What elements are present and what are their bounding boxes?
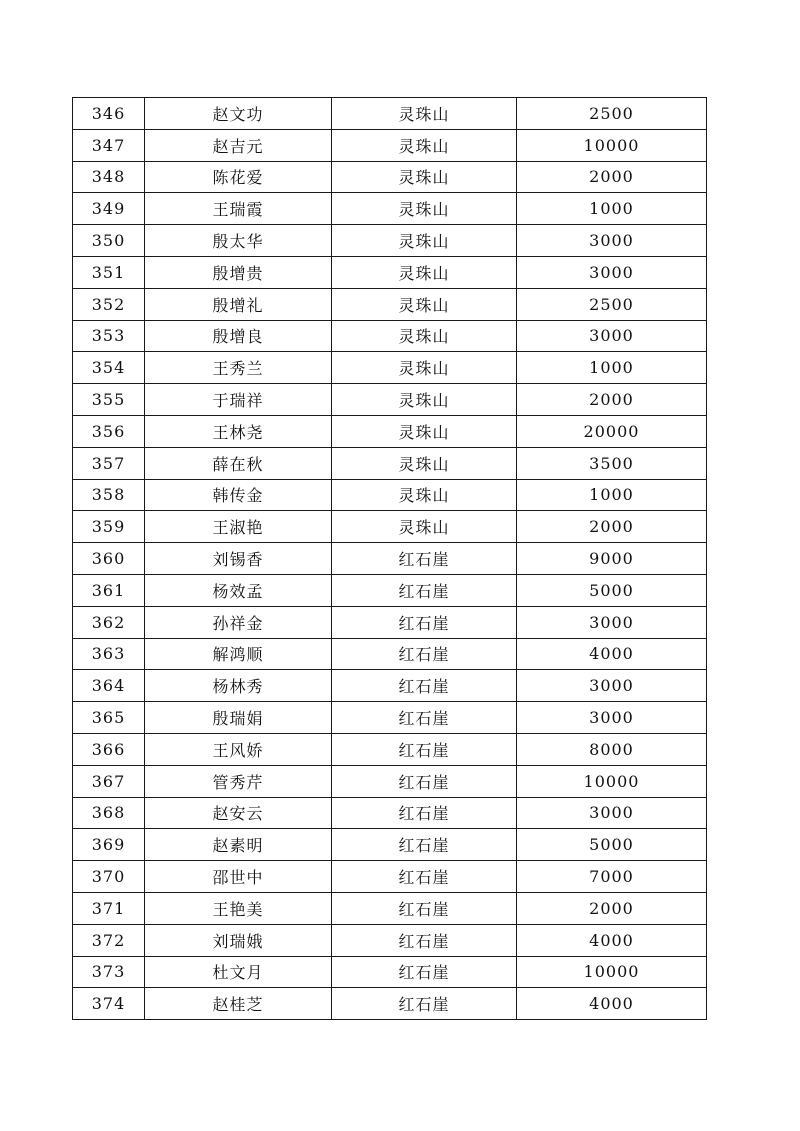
roster-table-body <box>73 98 707 1020</box>
row-number-cell: 357 <box>73 447 145 479</box>
amount-cell: 10000 <box>517 129 707 161</box>
row-number-cell: 372 <box>73 924 145 956</box>
location-cell: 红石崖 <box>332 829 517 861</box>
person-name-cell: 殷增良 <box>145 320 332 352</box>
amount-cell: 9000 <box>517 543 707 575</box>
person-name-cell: 赵素明 <box>145 829 332 861</box>
table-row <box>73 320 707 352</box>
person-name-cell: 王淑艳 <box>145 511 332 543</box>
amount-cell: 10000 <box>517 765 707 797</box>
table-row <box>73 161 707 193</box>
person-name-cell: 赵安云 <box>145 797 332 829</box>
row-number-cell: 370 <box>73 861 145 893</box>
location-cell: 红石崖 <box>332 988 517 1020</box>
row-number-cell: 349 <box>73 193 145 225</box>
table-row <box>73 765 707 797</box>
row-number-cell: 346 <box>73 98 145 130</box>
table-row <box>73 415 707 447</box>
amount-cell: 5000 <box>517 574 707 606</box>
row-number-cell: 364 <box>73 670 145 702</box>
location-cell: 灵珠山 <box>332 511 517 543</box>
amount-cell: 1000 <box>517 479 707 511</box>
table-row <box>73 797 707 829</box>
row-number-cell: 368 <box>73 797 145 829</box>
table-row <box>73 384 707 416</box>
location-cell: 灵珠山 <box>332 479 517 511</box>
person-name-cell: 王风娇 <box>145 733 332 765</box>
amount-cell: 5000 <box>517 829 707 861</box>
location-cell: 红石崖 <box>332 606 517 638</box>
person-name-cell: 陈花爱 <box>145 161 332 193</box>
table-row <box>73 574 707 606</box>
row-number-cell: 366 <box>73 733 145 765</box>
location-cell: 灵珠山 <box>332 256 517 288</box>
person-name-cell: 邵世中 <box>145 861 332 893</box>
person-name-cell: 王艳美 <box>145 892 332 924</box>
amount-cell: 4000 <box>517 924 707 956</box>
location-cell: 红石崖 <box>332 956 517 988</box>
amount-cell: 2500 <box>517 98 707 130</box>
table-row <box>73 98 707 130</box>
location-cell: 灵珠山 <box>332 415 517 447</box>
location-cell: 红石崖 <box>332 924 517 956</box>
amount-cell: 2500 <box>517 288 707 320</box>
table-row <box>73 702 707 734</box>
amount-cell: 1000 <box>517 352 707 384</box>
table-row <box>73 479 707 511</box>
table-row <box>73 956 707 988</box>
amount-cell: 4000 <box>517 638 707 670</box>
table-row <box>73 288 707 320</box>
row-number-cell: 359 <box>73 511 145 543</box>
person-name-cell: 杨效孟 <box>145 574 332 606</box>
location-cell: 灵珠山 <box>332 352 517 384</box>
amount-cell: 2000 <box>517 892 707 924</box>
row-number-cell: 363 <box>73 638 145 670</box>
table-row <box>73 193 707 225</box>
location-cell: 灵珠山 <box>332 288 517 320</box>
person-name-cell: 解鸿顺 <box>145 638 332 670</box>
table-row <box>73 924 707 956</box>
table-row <box>73 988 707 1020</box>
person-name-cell: 赵桂芝 <box>145 988 332 1020</box>
row-number-cell: 365 <box>73 702 145 734</box>
row-number-cell: 347 <box>73 129 145 161</box>
table-row <box>73 447 707 479</box>
person-name-cell: 王瑞霞 <box>145 193 332 225</box>
amount-cell: 20000 <box>517 415 707 447</box>
location-cell: 红石崖 <box>332 574 517 606</box>
location-cell: 红石崖 <box>332 797 517 829</box>
location-cell: 红石崖 <box>332 861 517 893</box>
person-name-cell: 孙祥金 <box>145 606 332 638</box>
row-number-cell: 354 <box>73 352 145 384</box>
person-name-cell: 薛在秋 <box>145 447 332 479</box>
location-cell: 红石崖 <box>332 638 517 670</box>
table-row <box>73 892 707 924</box>
location-cell: 红石崖 <box>332 543 517 575</box>
person-name-cell: 刘瑞娥 <box>145 924 332 956</box>
person-name-cell: 王秀兰 <box>145 352 332 384</box>
location-cell: 红石崖 <box>332 892 517 924</box>
person-name-cell: 杨林秀 <box>145 670 332 702</box>
table-row <box>73 733 707 765</box>
row-number-cell: 374 <box>73 988 145 1020</box>
row-number-cell: 350 <box>73 225 145 257</box>
person-name-cell: 殷瑞娟 <box>145 702 332 734</box>
row-number-cell: 355 <box>73 384 145 416</box>
table-row <box>73 511 707 543</box>
row-number-cell: 367 <box>73 765 145 797</box>
row-number-cell: 362 <box>73 606 145 638</box>
amount-cell: 3000 <box>517 797 707 829</box>
location-cell: 灵珠山 <box>332 320 517 352</box>
row-number-cell: 353 <box>73 320 145 352</box>
amount-cell: 3000 <box>517 702 707 734</box>
row-number-cell: 360 <box>73 543 145 575</box>
person-name-cell: 赵文功 <box>145 98 332 130</box>
table-row <box>73 543 707 575</box>
row-number-cell: 352 <box>73 288 145 320</box>
location-cell: 灵珠山 <box>332 129 517 161</box>
table-row <box>73 225 707 257</box>
person-name-cell: 殷增贵 <box>145 256 332 288</box>
location-cell: 灵珠山 <box>332 447 517 479</box>
row-number-cell: 348 <box>73 161 145 193</box>
amount-cell: 7000 <box>517 861 707 893</box>
location-cell: 灵珠山 <box>332 384 517 416</box>
table-row <box>73 606 707 638</box>
roster-table <box>72 97 707 1020</box>
amount-cell: 2000 <box>517 511 707 543</box>
location-cell: 灵珠山 <box>332 193 517 225</box>
table-row <box>73 670 707 702</box>
amount-cell: 3000 <box>517 670 707 702</box>
amount-cell: 3000 <box>517 606 707 638</box>
person-name-cell: 于瑞祥 <box>145 384 332 416</box>
person-name-cell: 殷太华 <box>145 225 332 257</box>
person-name-cell: 赵吉元 <box>145 129 332 161</box>
table-row <box>73 352 707 384</box>
amount-cell: 2000 <box>517 161 707 193</box>
row-number-cell: 358 <box>73 479 145 511</box>
row-number-cell: 371 <box>73 892 145 924</box>
person-name-cell: 杜文月 <box>145 956 332 988</box>
person-name-cell: 管秀芹 <box>145 765 332 797</box>
row-number-cell: 356 <box>73 415 145 447</box>
person-name-cell: 韩传金 <box>145 479 332 511</box>
amount-cell: 8000 <box>517 733 707 765</box>
row-number-cell: 373 <box>73 956 145 988</box>
person-name-cell: 王林尧 <box>145 415 332 447</box>
amount-cell: 3000 <box>517 320 707 352</box>
table-row <box>73 861 707 893</box>
amount-cell: 1000 <box>517 193 707 225</box>
location-cell: 灵珠山 <box>332 161 517 193</box>
table-row <box>73 129 707 161</box>
location-cell: 灵珠山 <box>332 98 517 130</box>
person-name-cell: 刘锡香 <box>145 543 332 575</box>
location-cell: 红石崖 <box>332 702 517 734</box>
amount-cell: 4000 <box>517 988 707 1020</box>
amount-cell: 3000 <box>517 256 707 288</box>
table-row <box>73 829 707 861</box>
table-row <box>73 638 707 670</box>
amount-cell: 3000 <box>517 225 707 257</box>
row-number-cell: 351 <box>73 256 145 288</box>
location-cell: 灵珠山 <box>332 225 517 257</box>
table-row <box>73 256 707 288</box>
location-cell: 红石崖 <box>332 765 517 797</box>
amount-cell: 10000 <box>517 956 707 988</box>
amount-cell: 2000 <box>517 384 707 416</box>
amount-cell: 3500 <box>517 447 707 479</box>
location-cell: 红石崖 <box>332 733 517 765</box>
row-number-cell: 369 <box>73 829 145 861</box>
row-number-cell: 361 <box>73 574 145 606</box>
person-name-cell: 殷增礼 <box>145 288 332 320</box>
location-cell: 红石崖 <box>332 670 517 702</box>
